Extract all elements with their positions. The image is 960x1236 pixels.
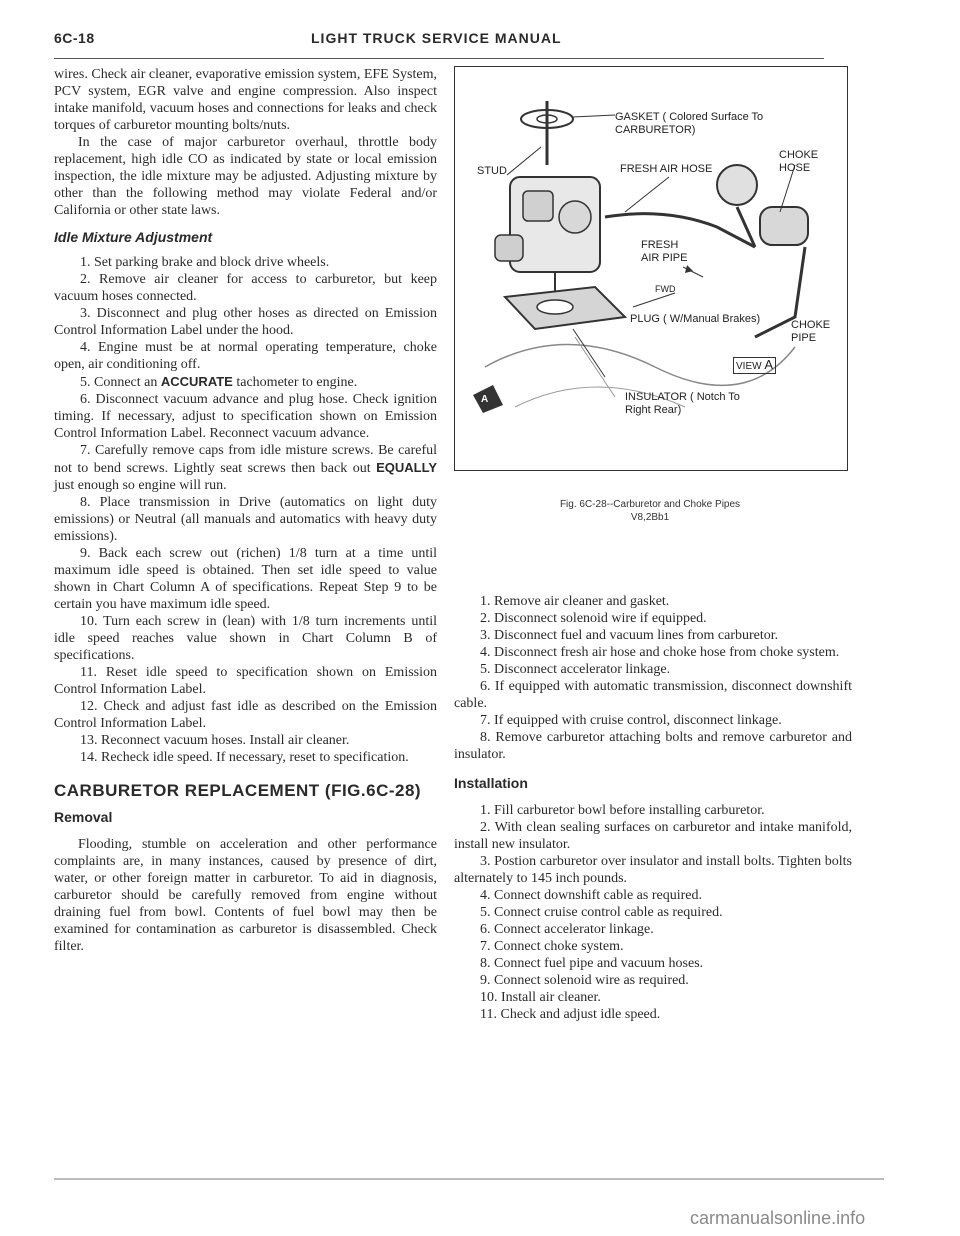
idle-step-3: 3. Disconnect and plug other hoses as directed on Emission Control Information Label under the hood. bbox=[54, 306, 437, 338]
removal-step-1: 1. Remove air cleaner and gasket. bbox=[480, 594, 670, 609]
page-header bbox=[54, 30, 824, 54]
idle-step-5 bbox=[54, 373, 437, 391]
step-7-emphasis: EQUALLY bbox=[376, 460, 437, 475]
removal-step-5: 5. Disconnect accelerator linkage. bbox=[480, 662, 671, 677]
install-step-2: 2. With clean sealing surfaces on carburetor and intake manifold, install new insulator. bbox=[454, 820, 852, 852]
removal-paragraph: Flooding, stumble on acceleration and other performance complaints are, in many instances, caused by presence of dirt, water, or other foreign matter in carburetor. To aid in diagnosis, carburetor should be carefully removed from engine without draining fuel from bowl. Contents of fuel bowl may then be examined for contamination as carburetor is disassembled. Check filter. bbox=[54, 837, 437, 954]
callout-choke-pipe: CHOKE PIPE bbox=[791, 319, 831, 344]
idle-step-14: 14. Recheck idle speed. If necessary, reset to specification. bbox=[80, 750, 409, 765]
idle-step-12: 12. Check and adjust fast idle as described on the Emission Control Information Label. bbox=[54, 699, 437, 731]
step-7-text-a: 7. Carefully remove caps from idle misture screws. Be careful not to bend screws. Lightly seat screws then back out bbox=[54, 443, 437, 476]
removal-step-8: 8. Remove carburetor attaching bolts and remove carburetor and insulator. bbox=[454, 730, 852, 762]
figure-caption bbox=[454, 498, 846, 524]
installation-heading: Installation bbox=[454, 775, 528, 791]
idle-step-9: 9. Back each screw out (richen) 1/8 turn at a time until maximum idle speed is obtained. Then set idle speed to value shown in Chart Column A of specifications. Repeat Step 9 to be certain you have maximum idle speed. bbox=[54, 546, 437, 612]
removal-step-2: 2. Disconnect solenoid wire if equipped. bbox=[480, 611, 707, 626]
install-step-10: 10. Install air cleaner. bbox=[480, 990, 601, 1005]
view-label: VIEW bbox=[736, 361, 762, 372]
callout-choke-hose: CHOKE HOSE bbox=[779, 149, 819, 174]
callout-fresh-air-pipe: FRESH AIR PIPE bbox=[641, 239, 688, 264]
idle-step-2: 2. Remove air cleaner for access to carburetor, but keep vacuum hoses connected. bbox=[54, 272, 437, 304]
idle-step-8: 8. Place transmission in Drive (automatics on light duty emissions) or Neutral (all manuals and automatics with heavy duty emissions). bbox=[54, 495, 437, 544]
removal-step-3: 3. Disconnect fuel and vacuum lines from carburetor. bbox=[480, 628, 779, 643]
left-column bbox=[54, 66, 437, 955]
install-step-3: 3. Postion carburetor over insulator and install bolts. Tighten bolts alternately to 145 inch pounds. bbox=[454, 854, 852, 886]
figure-caption-line-2: V8,2Bb1 bbox=[630, 512, 670, 523]
right-column bbox=[454, 593, 852, 1023]
idle-step-13: 13. Reconnect vacuum hoses. Install air cleaner. bbox=[80, 733, 350, 748]
install-step-1: 1. Fill carburetor bowl before installing carburetor. bbox=[480, 803, 765, 818]
idle-step-1: 1. Set parking brake and block drive wheels. bbox=[80, 255, 330, 270]
idle-step-7 bbox=[54, 442, 437, 494]
footer-divider bbox=[54, 1178, 884, 1180]
figure-caption-line-1: Fig. 6C-28--Carburetor and Choke Pipes bbox=[559, 499, 741, 510]
intro-paragraph-2: In the case of major carburetor overhaul, throttle body replacement, high idle CO as indicated by state or local emission inspection, the idle mixture may be adjusted. Adjusting mixture by other than the following method may violate Federal and/or California or other state laws. bbox=[54, 135, 437, 218]
page-number: 6C-18 bbox=[54, 30, 95, 46]
callout-fwd: FWD bbox=[655, 284, 676, 294]
removal-step-6: 6. If equipped with automatic transmission, disconnect downshift cable. bbox=[454, 679, 852, 711]
install-step-9: 9. Connect solenoid wire as required. bbox=[480, 973, 689, 988]
callout-stud: STUD bbox=[477, 165, 507, 177]
intro-paragraph-1: wires. Check air cleaner, evaporative emission system, EFE System, PCV system, EGR valve and engine compression. Also inspect intake manifold, vacuum hoses and connections for leaks and check torques of carburetor mounting bolts/nuts. bbox=[54, 67, 437, 133]
removal-heading: Removal bbox=[54, 809, 113, 825]
install-step-11: 11. Check and adjust idle speed. bbox=[480, 1007, 661, 1022]
idle-step-10: 10. Turn each screw in (lean) with 1/8 turn increments until idle speed reaches value shown in Chart Column B of specifications. bbox=[54, 614, 437, 663]
figure-carburetor-choke-pipes bbox=[454, 66, 848, 471]
removal-step-4: 4. Disconnect fresh air hose and choke hose from choke system. bbox=[480, 645, 840, 660]
watermark-text: carmanualsonline.info bbox=[690, 1208, 866, 1228]
step-7-text-b: just enough so engine will run. bbox=[54, 478, 227, 493]
idle-step-11: 11. Reset idle speed to specification shown on Emission Control Information Label. bbox=[54, 665, 437, 697]
manual-title: LIGHT TRUCK SERVICE MANUAL bbox=[311, 30, 562, 46]
removal-step-7: 7. If equipped with cruise control, disconnect linkage. bbox=[480, 713, 782, 728]
callout-plug: PLUG ( W/Manual Brakes) bbox=[630, 313, 761, 325]
carburetor-replacement-heading: CARBURETOR REPLACEMENT (FIG.6C-28) bbox=[54, 781, 422, 800]
install-step-8: 8. Connect fuel pipe and vacuum hoses. bbox=[480, 956, 704, 971]
idle-step-4: 4. Engine must be at normal operating temperature, choke open, air conditioning off. bbox=[54, 340, 437, 372]
step-5-text-b: tachometer to engine. bbox=[232, 375, 358, 390]
install-step-6: 6. Connect accelerator linkage. bbox=[480, 922, 654, 937]
install-step-7: 7. Connect choke system. bbox=[480, 939, 624, 954]
step-5-text-a: 5. Connect an bbox=[80, 375, 161, 390]
view-a-badge: A bbox=[481, 394, 489, 405]
callout-fresh-air-hose: FRESH AIR HOSE bbox=[620, 163, 713, 175]
idle-step-6: 6. Disconnect vacuum advance and plug hose. Check ignition timing. If necessary, adjust to specification shown on Emission Control Information Label. Reconnect vacuum advance. bbox=[54, 392, 437, 441]
install-step-5: 5. Connect cruise control cable as required. bbox=[480, 905, 723, 920]
idle-mixture-heading: Idle Mixture Adjustment bbox=[54, 229, 213, 245]
header-divider bbox=[54, 58, 824, 59]
callout-view-box bbox=[733, 357, 776, 374]
step-5-emphasis: ACCURATE bbox=[160, 374, 233, 389]
callout-insulator: INSULATOR ( Notch To Right Rear) bbox=[625, 391, 740, 416]
install-step-4: 4. Connect downshift cable as required. bbox=[480, 888, 702, 903]
view-letter: A bbox=[764, 357, 774, 372]
callout-gasket: GASKET ( Colored Surface To CARBURETOR) bbox=[615, 111, 764, 136]
